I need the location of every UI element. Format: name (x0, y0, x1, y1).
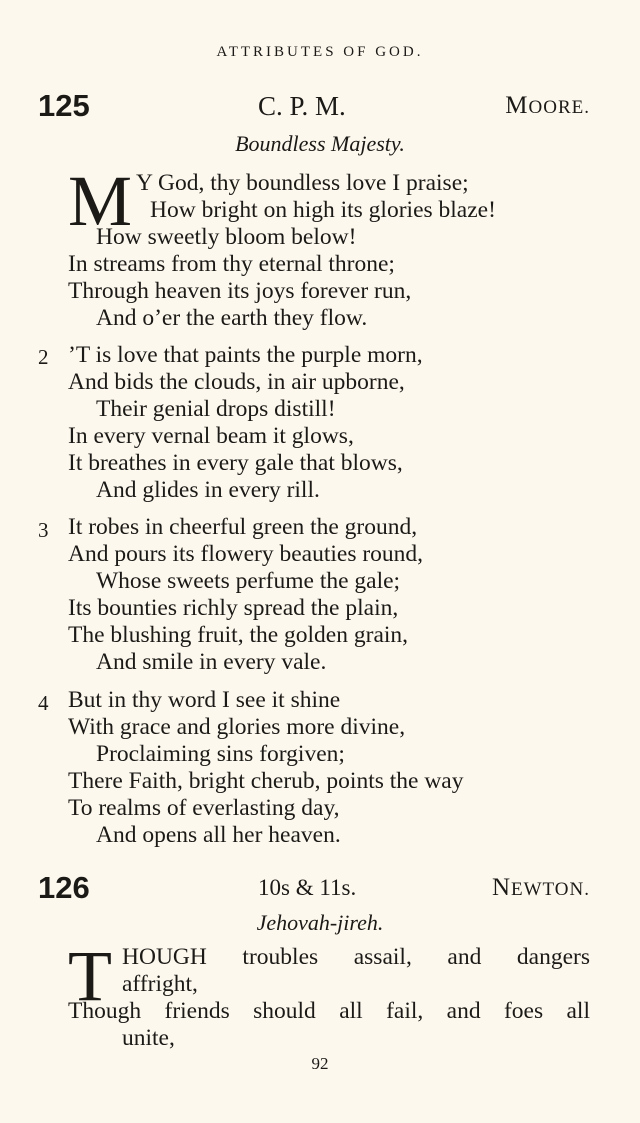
verse-line: unite, (122, 1025, 175, 1051)
hymn-meter: C. P. M. (258, 91, 346, 121)
verse-line: Through heaven its joys forever run, (68, 278, 412, 304)
hymn-author: MOORE. (505, 92, 590, 119)
verse-line: How sweetly bloom below! (96, 224, 357, 250)
verse-line: And bids the clouds, in air upborne, (68, 369, 405, 395)
verse-line: It breathes in every gale that blows, (68, 450, 403, 476)
verse-line: But in thy word I see it shine (68, 687, 341, 713)
verse-line: Though friends should all fail, and foes all (68, 998, 590, 1024)
verse-line: There Faith, bright cherub, points the way (68, 768, 464, 794)
hymn-125-header (38, 88, 590, 128)
hymn-subtitle: Jehovah-jireh. (256, 910, 384, 935)
hymn-number: 125 (38, 88, 90, 123)
verse-line: How bright on high its glories blaze! (150, 197, 496, 223)
verse-number: 4 (38, 691, 49, 715)
hymn-meter: 10s & 11s. (258, 875, 357, 900)
verse-line: Y God, thy boundless love I praise; (136, 170, 469, 196)
verse-line: In every vernal beam it glows, (68, 423, 354, 449)
verse-line: HOUGH troubles assail, and dangers (122, 944, 590, 970)
verse-line: With grace and glories more divine, (68, 714, 406, 740)
verse-line: And o’er the earth they flow. (96, 305, 368, 331)
verse-number: 3 (38, 518, 49, 542)
verse-line: And smile in every vale. (96, 649, 327, 675)
drop-cap: M (68, 161, 133, 241)
hymn-author: NEWTON. (491, 874, 590, 901)
verse-line: And pours its flowery beauties round, (68, 541, 424, 567)
hymn-126-header (38, 870, 590, 910)
verse-line: Whose sweets perfume the gale; (96, 568, 401, 594)
verse-line: It robes in cheerful green the ground, (68, 514, 418, 540)
verse-line: The blushing fruit, the golden grain, (68, 622, 409, 648)
verse-line: And opens all her heaven. (96, 822, 341, 848)
verse-line: In streams from thy eternal throne; (68, 251, 395, 277)
verse-line: And glides in every rill. (96, 477, 320, 503)
verse-line: Its bounties richly spread the plain, (68, 595, 399, 621)
verse-line: Their genial drops distill! (96, 396, 336, 422)
page-number: 92 (311, 1054, 329, 1073)
verse-line: affright, (122, 971, 198, 997)
verse-line: Proclaiming sins forgiven; (96, 741, 345, 767)
running-head: ATTRIBUTES OF GOD. (216, 44, 424, 60)
hymn-number: 126 (38, 870, 90, 905)
verse-number: 2 (38, 345, 49, 369)
verse-line: ’T is love that paints the purple morn, (68, 342, 423, 368)
drop-cap: T (68, 936, 112, 1016)
verse-line: To realms of everlasting day, (68, 795, 340, 821)
hymn-subtitle: Boundless Majesty. (235, 131, 405, 156)
